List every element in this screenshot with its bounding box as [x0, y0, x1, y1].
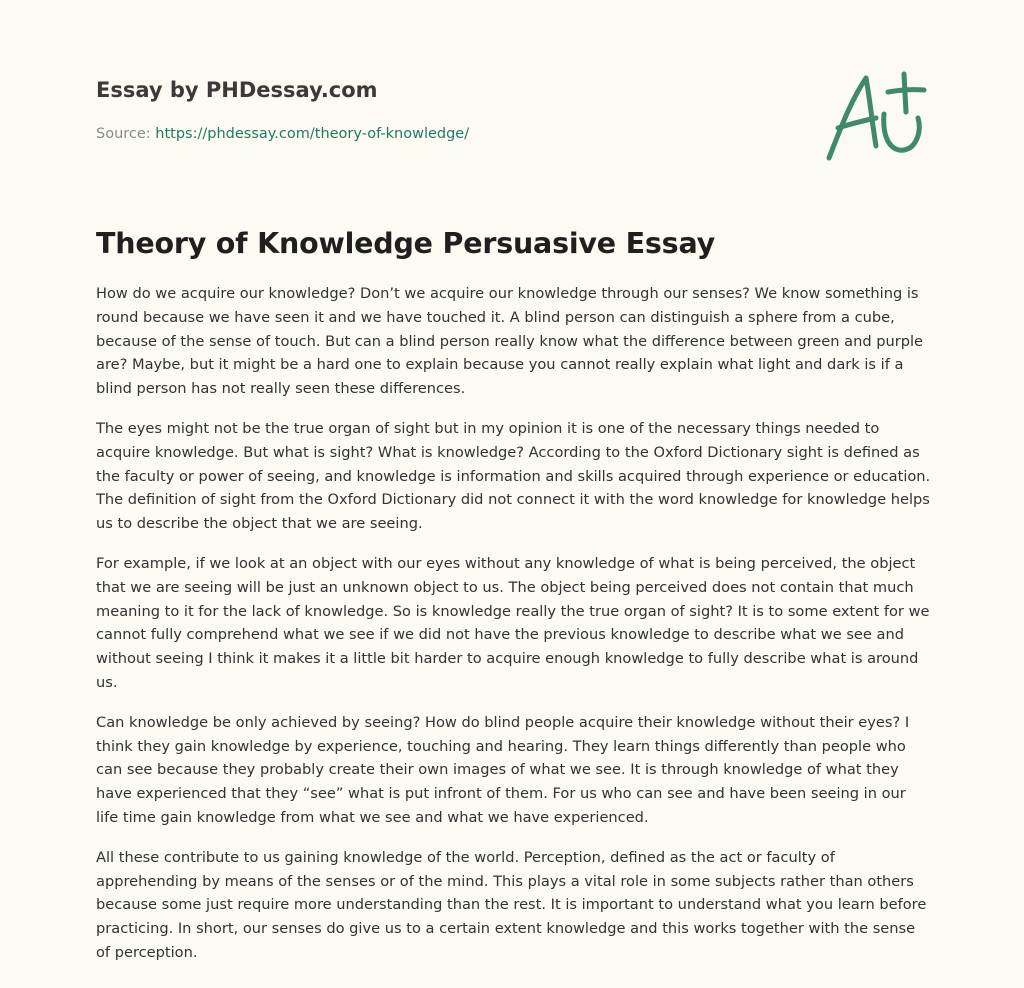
page-header	[96, 76, 696, 144]
source-link[interactable]: https://phdessay.com/theory-of-knowledge/	[155, 126, 470, 142]
source-label: Source:	[96, 126, 151, 142]
a-plus-logo-icon	[820, 68, 928, 166]
article-title: Theory of Knowledge Persuasive Essay	[96, 227, 715, 260]
article-paragraph: How do we acquire our knowledge? Don’t we acquire our knowledge through our senses? We know something is round because we have seen it and we have touched it. A blind person can distinguish a sphere from a cube, because of the sense of touch. But can a blind person really know what the difference between green and purple are? Maybe, but it might be a hard one to explain because you cannot really explain what light and dark is if a blind person has not really seen these differences.	[96, 285, 924, 398]
source-line	[96, 124, 696, 144]
article-paragraph: For example, if we look at an object with our eyes without any knowledge of what is being perceived, the object that we are seeing will be just an unknown object to us. The object being perceived does not contain that much meaning to it for the lack of knowledge. So is knowledge really the true organ of sight? It is to some extent for we cannot fully comprehend what we see if we did not have the previous knowledge to describe what we see and without seeing I think it makes it a little bit harder to acquire enough knowledge to fully describe what is around us.	[96, 554, 930, 691]
article	[96, 224, 932, 981]
article-paragraph: Can knowledge be only achieved by seeing? How do blind people acquire their knowledge without their eyes? I think they gain knowledge by experience, touching and hearing. They learn things differently than people who can see because they probably create their own images of what we see. It is through knowledge of what they have experienced that they “see” what is put infront of them. For us who can see and have been seeing in our life time gain knowledge from what we see and what we have experienced.	[96, 713, 910, 826]
article-paragraph: All these contribute to us gaining knowledge of the world. Perception, defined as the act or faculty of apprehending by means of the senses or of the mind. This plays a vital role in some subjects rather than others because some just require more understanding than the rest. It is important to understand what you learn before practicing. In short, our senses do give us to a certain extent knowledge and this works together with the sense of perception.	[96, 848, 927, 961]
site-title: Essay by PHDessay.com	[96, 78, 378, 102]
article-paragraph: The eyes might not be the true organ of sight but in my opinion it is one of the necessary things needed to acquire knowledge. But what is sight? What is knowledge? According to the Oxford Dictionary sight is defined as the faculty or power of seeing, and knowledge is information and skills acquired through experience or education. The definition of sight from the Oxford Dictionary did not connect it with the word knowledge for knowledge helps us to describe the object that we are seeing.	[96, 419, 931, 533]
